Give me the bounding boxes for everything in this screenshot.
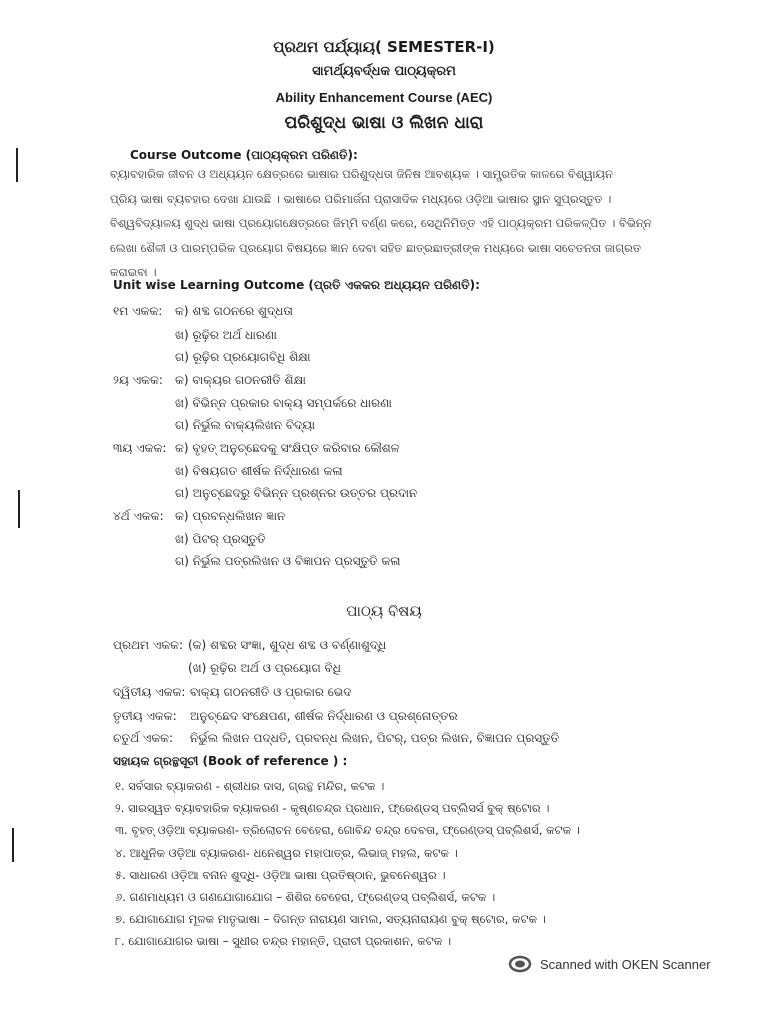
course-outcome-heading: Course Outcome (ପାଠ୍ୟକ୍ରମ ପରିଣତି): [130,148,358,162]
syllabus-unit-4: ନିର୍ଭୁଲ ଲିଖନ ପଦ୍ଧତି, ପ୍ରବନ୍ଧ ଲିଖନ, ପିଟର୍, ପତ୍ର ଲିଖନ, ବିଜ୍ଞାପନ ପ୍ରସ୍ତୁତି [190,731,560,745]
syllabus-unit-2: ବାକ୍ୟ ଗଠନରୀତି ଓ ପ୍ରକାର ଭେଦ [190,685,352,699]
semester-title: ପ୍ରଥମ ପର୍ଯ୍ୟାୟ( SEMESTER-I) [273,38,495,56]
reference-item: ୮. ଯୋଗାଯୋଗର ଭାଷା – ସୁଧୀର ଚନ୍ଦ୍ର ମହାନ୍ତି, ପ୍ରାଚୀ ପ୍ରକାଶନ, କଟକ । [115,934,452,948]
syllabus-heading: ପାଠ୍ୟ ବିଷୟ [346,602,422,620]
syllabus-unit-1-b: (ଖ) ରୂଢ଼ିର ଅର୍ଥ ଓ ପ୍ରୟୋଗ ବିଧି [188,661,341,675]
course-type-odia: ସାମର୍ଥ୍ୟବର୍ଦ୍ଧକ ପାଠ୍ୟକ୍ରମ [312,64,456,79]
paragraph-line: ଲେଖା ଶୈଳୀ ଓ ପାରମ୍ପରିକ ପ୍ରୟୋଗ ବିଷୟରେ ଜ୍ଞାନ ଦେବା ସହିତ ଛାତ୍ରଛାତ୍ରୀଙ୍କ ମଧ୍ୟରେ ଭାଷା ସଚେତନତା ଜାଗ୍ରତ [110,240,642,255]
paragraph-line: ବ୍ୟାବହାରିକ ଜୀବନ ଓ ଅଧ୍ୟୟନ କ୍ଷେତ୍ରରେ ଭାଷାର ପରିଶୁଦ୍ଧତା ଜିନିଷ ଆବଶ୍ୟକ । ସାମ୍ପ୍ରତିକ କାଳରେ ବିଶ୍ୱାୟନ [110,167,613,181]
subject-title: ପରିଶୁଦ୍ଧ ଭାଷା ଓ ଲିଖନ ଧାରା [284,113,484,133]
reference-item: ୨. ସାରସ୍ୱତ ବ୍ୟାବହାରିକ ବ୍ୟାକରଣ - କୃଷ୍ଣଚନ୍ଦ୍ର ପ୍ରଧାନ, ଫ୍ରେଣ୍ଡସ୍ ପବ୍ଲିସର୍ସ ବୁକ୍ ଷ୍ଟୋର । [115,801,550,815]
unit-4-label: ୪ର୍ଥ ଏକକ: [113,509,164,523]
unit-3-item: ଖ) ବିଷୟଗତ ଶୀର୍ଷକ ନିର୍ଦ୍ଧାରଣ କଳା [175,464,343,478]
course-type-english: Ability Enhancement Course (AEC) [275,90,493,105]
paragraph-line: ବିଶ୍ୱବିଦ୍ୟାଳୟ ଶୁଦ୍ଧ ଭାଷା ପ୍ରୟୋଗକ୍ଷେତ୍ରରେ ଜିମ୍ମି ବର୍ଣ୍ଣ କରେ, ସେଥିନିମିତ୍ତ ଏହି ପାଠ୍ୟକ୍ରମ ପରିକଳ୍ପିତ । ବିଭିନ୍ନ [110,216,652,230]
unit-2-label: ୨ୟ ଏକକ: [113,373,163,387]
unit-3-item: କ) ବୃହତ୍ ଅନୁଚ୍ଛେଦକୁ ସଂକ୍ଷିପ୍ତ କରିବାର କୌଶଳ [175,441,400,455]
reference-item: ୧. ସର୍ବସାର ବ୍ୟାକରଣ - ଶ୍ରୀଧର ଦାସ, ଗ୍ରନ୍ଥ ମନ୍ଦିର, କଟକ । [115,779,385,793]
paragraph-line: କରାଇବା । [110,265,157,279]
scan-margin-mark [16,148,18,182]
unit-1-item: କ) ଶବ୍ଦ ଗଠନରେ ଶୁଦ୍ଧତା [175,304,293,318]
scanner-watermark [508,955,711,973]
unit-4-item: ଗ) ନିର୍ଭୁଲ ପତ୍ରଲିଖନ ଓ ବିଜ୍ଞାପନ ପ୍ରସ୍ତୁତି କଳା [175,554,401,568]
syllabus-unit-1-a: (କ) ଶବ୍ଦର ସଂଜ୍ଞା, ଶୁଦ୍ଧ ଶବ୍ଦ ଓ ବର୍ଣ୍ଣାଶୁଦ୍ଧି [188,638,387,652]
scanner-watermark-text: Scanned with OKEN Scanner [540,956,711,972]
unit-3-label: ୩ୟ ଏକକ: [113,441,167,455]
unit-4-item: କ) ପ୍ରବନ୍ଧଲିଖନ ଜ୍ଞାନ [175,509,286,523]
paragraph-line: ପ୍ରିୟ ଭାଷା ବ୍ୟବହାର ଦେଖା ଯାଉଛି । ଭାଷାରେ ପରିମାର୍ଜନା ପ୍ରାସାଦିକ ମଧ୍ୟରେ ଓଡ଼ିଆ ଭାଷାର ସ୍ଥାନ ସୁପ୍ରସ୍ତୁତ । [110,191,612,206]
unit-outcome-heading: Unit wise Learning Outcome (ପ୍ରତି ଏକକର ଅଧ୍ୟୟନ ପରିଣତି): [113,278,480,292]
unit-1-item: ଗ) ରୂଢ଼ିର ପ୍ରୟୋଗବିଧି ଶିକ୍ଷା [175,350,311,364]
unit-3-item: ଗ) ଅନୁଚ୍ଛେଦରୁ ବିଭିନ୍ନ ପ୍ରଶ୍ନର ଉତ୍ତର ପ୍ରଦାନ [175,486,418,500]
reference-item: ୭. ଯୋଗାଯୋଗ ମୂଳକ ମାତୃଭାଷା – ଦିଗନ୍ତ ନାରାୟଣ ସାମଲ, ସତ୍ୟନାରାୟଣ ବୁକ୍ ଷ୍ଟୋର, କଟକ । [115,912,546,926]
unit-2-item: କ) ବାକ୍ୟର ଗଠନରୀତି ଶିକ୍ଷା [175,373,306,387]
unit-2-item: ଖ) ବିଭିନ୍ନ ପ୍ରକାର ବାକ୍ୟ ସମ୍ପର୍କରେ ଧାରଣା [175,396,392,410]
syllabus-unit-3-label: ତୃତୀୟ ଏକକ: [113,709,177,723]
unit-4-item: ଖ) ପିଟର୍ ପ୍ରସ୍ତୁତି [175,532,266,546]
syllabus-unit-4-label: ଚତୁର୍ଥ ଏକକ: [113,731,174,745]
unit-1-item: ଖ) ରୂଢ଼ିର ଅର୍ଥ ଧାରଣା [175,328,277,342]
scan-margin-mark [18,490,20,528]
references-heading: ସହାୟକ ଗ୍ରନ୍ଥସୂଚୀ (Book of reference ) : [113,754,348,768]
syllabus-unit-1-label: ପ୍ରଥମ ଏକକ: [113,638,184,652]
reference-item: ୩. ବୃହତ୍ ଓଡ଼ିଆ ବ୍ୟାକରଣ- ତ୍ରିଲୋଚନ ବେହେରା, ଗୋବିନ୍ଦ ଚନ୍ଦ୍ର ଦେବତା, ଫ୍ରେଣ୍ଡସ୍ ପବ୍ଲିଶର୍ସ, କଟକ । [115,823,580,837]
scanner-logo-icon [508,955,532,973]
reference-item: ୬. ଗଣମାଧ୍ୟମ ଓ ଗଣଯୋଗାଯୋଗ – ଶିଶିର ବେହେରା, ଫ୍ରେଣ୍ଡସ୍ ପବ୍ଲିଶର୍ସ, କଟକ । [115,890,496,904]
unit-1-label: ୧ମ ଏକକ: [113,304,163,318]
reference-item: ୫. ସାଧାରଣ ଓଡ଼ିଆ ବନାନ ଶୁଦ୍ଧି- ଓଡ଼ିଆ ଭାଷା ପ୍ରତିଷ୍ଠାନ, ଭୁବନେଶ୍ୱର । [115,868,446,882]
unit-2-item: ଗ) ନିର୍ଭୁଲ ବାକ୍ୟଲିଖନ ବିଦ୍ୟା [175,418,315,432]
course-outcome-paragraph [110,162,670,285]
syllabus-unit-2-label: ଦ୍ୱିତୀୟ ଏକକ: [113,685,186,699]
reference-item: ୪. ଆଧୁନିକ ଓଡ଼ିଆ ବ୍ୟାକରଣ- ଧନେଶ୍ୱର ମହାପାତ୍ର, ଲିଭାଜ୍ ମହଲ, କଟକ । [115,846,458,860]
syllabus-unit-3: ଅନୁଚ୍ଛେଦ ସଂକ୍ଷେପଣ, ଶୀର୍ଷକ ନିର୍ଦ୍ଧାରଣ ଓ ପ୍ରଶ୍ନୋତ୍ତର [190,709,458,723]
scan-margin-mark [12,828,14,862]
